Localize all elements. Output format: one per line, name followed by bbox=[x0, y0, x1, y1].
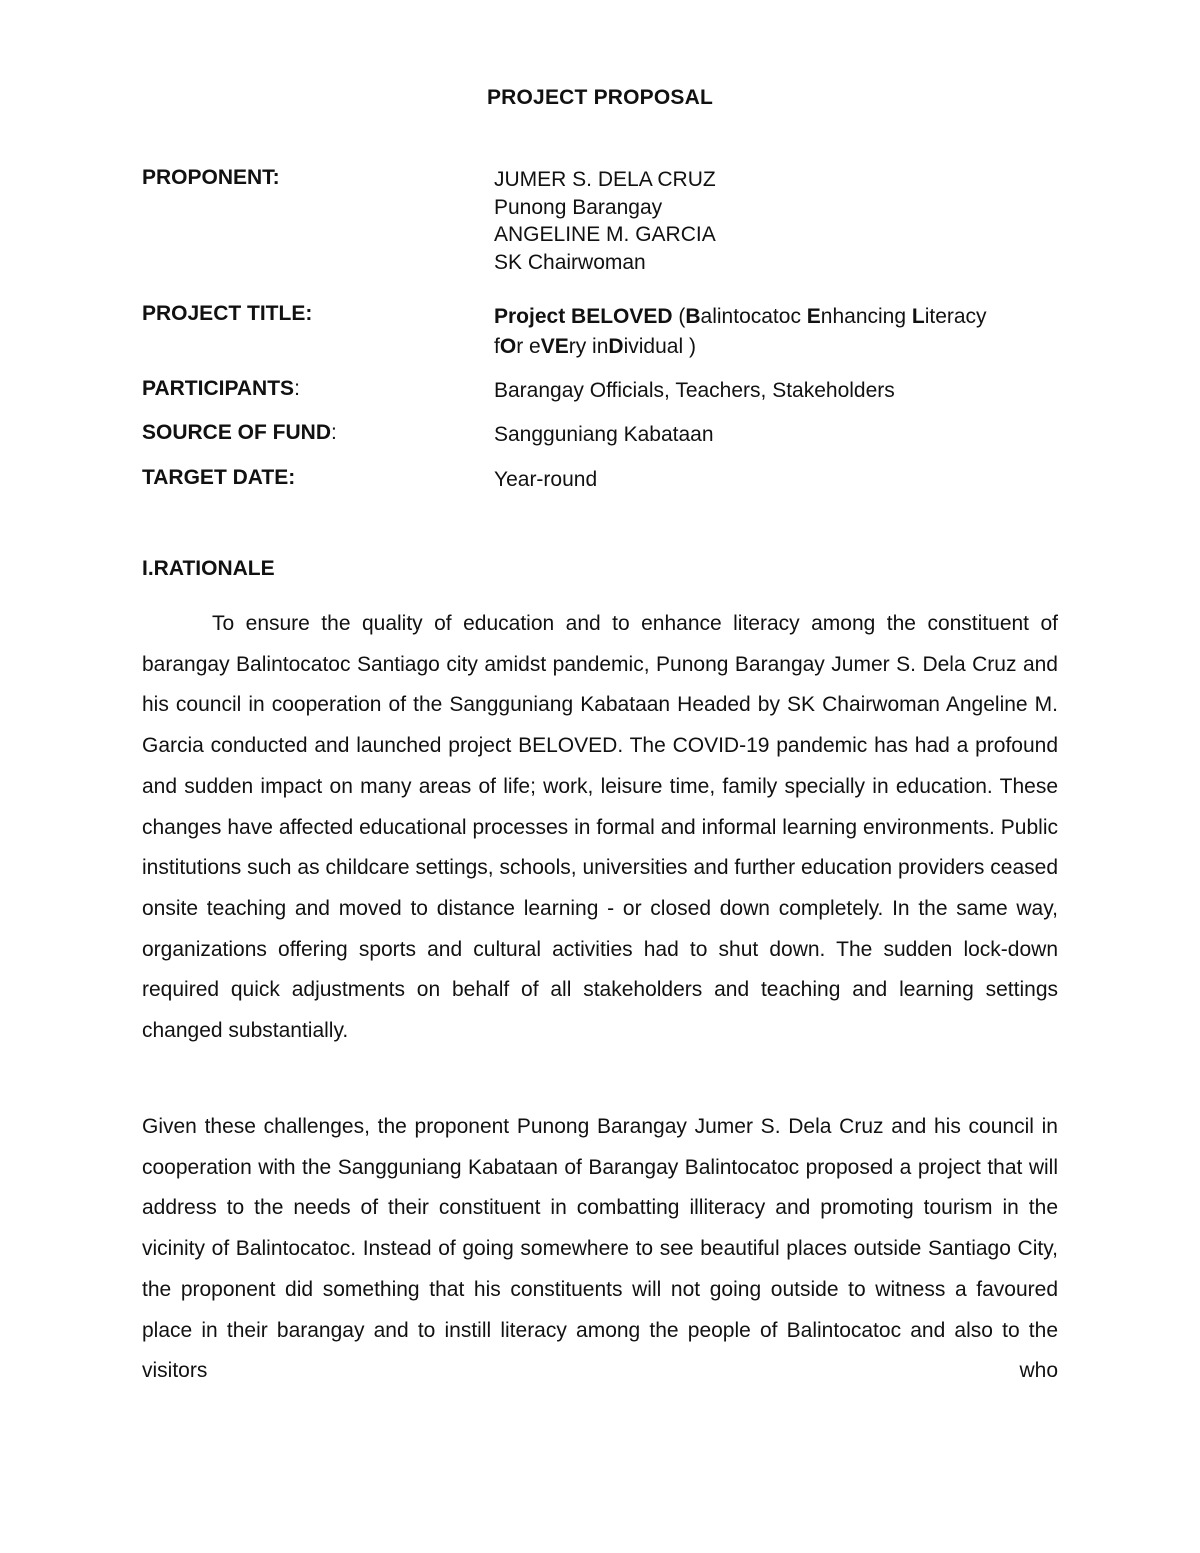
acronym-letter: D bbox=[608, 335, 624, 358]
project-title-label: PROJECT TITLE: bbox=[142, 302, 313, 325]
proponent-name-1: JUMER S. DELA CRUZ bbox=[494, 168, 716, 191]
acronym-letter: B bbox=[685, 305, 701, 328]
title-fragment: r e bbox=[516, 335, 541, 358]
rationale-paragraph-2: Given these challenges, the proponent Punong Barangay Jumer S. Dela Cruz and his council in cooperation with the Sangguniang Kabataan of Barangay Balintocatoc proposed a project that will address to the needs of their constituent in combatting illiteracy and promoting tourism in the vicinity of Balintocatoc. Instead of going somewhere to see beautiful places outside Santiago City, the proponent did something that his constituents will not going outside to witness a favoured place in their barangay and to instill literacy among the people of Balintocatoc and also to the visitors who bbox=[142, 1115, 1058, 1383]
proponent-role-2: SK Chairwoman bbox=[494, 250, 646, 274]
source-of-fund-label-text: SOURCE OF FUND bbox=[142, 421, 331, 444]
source-of-fund-colon: : bbox=[331, 421, 337, 444]
title-fragment: nhancing bbox=[820, 305, 912, 328]
project-title-line-2 bbox=[494, 332, 987, 362]
acronym-letter: L bbox=[911, 305, 925, 328]
acronym-letter: E bbox=[806, 305, 821, 328]
proponent-label: PROPONENT: bbox=[142, 166, 280, 189]
title-fragment: ( bbox=[672, 305, 686, 328]
acronym-letter: O bbox=[499, 335, 517, 358]
participants-label bbox=[142, 377, 300, 401]
title-fragment: ividual ) bbox=[623, 335, 696, 358]
source-of-fund-label bbox=[142, 421, 337, 445]
participants-label-text: PARTICIPANTS bbox=[142, 377, 295, 400]
participants-colon: : bbox=[294, 377, 300, 400]
project-title-line-1 bbox=[494, 302, 987, 332]
title-fragment: ry in bbox=[568, 335, 609, 358]
proponent-value bbox=[494, 166, 716, 276]
title-fragment: iteracy bbox=[924, 305, 987, 328]
title-fragment: alintocatoc bbox=[700, 305, 807, 328]
proponent-role-1: Punong Barangay bbox=[494, 195, 663, 219]
proponent-name-2: ANGELINE M. GARCIA bbox=[494, 223, 716, 246]
participants-value: Barangay Officials, Teachers, Stakeholders bbox=[494, 379, 895, 402]
title-fragment: f bbox=[494, 335, 500, 358]
target-date-label: TARGET DATE: bbox=[142, 466, 296, 489]
document-title: PROJECT PROPOSAL bbox=[486, 86, 714, 109]
project-name: Project BELOVED bbox=[494, 305, 673, 328]
rationale-heading: I.RATIONALE bbox=[142, 557, 275, 580]
acronym-letter: VE bbox=[540, 335, 569, 358]
source-of-fund-value: Sangguniang Kabataan bbox=[494, 423, 714, 446]
rationale-paragraph-1: To ensure the quality of education and to enhance literacy among the constituent of barangay Balintocatoc Santiago city amidst pandemic, Punong Barangay Jumer S. Dela Cruz and his council in cooperation of the Sangguniang Kabataan Headed by SK Chairwoman Angeline M. Garcia conducted and launched project BELOVED. The COVID-19 pandemic has had a profound and sudden impact on many areas of life; work, leisure time, family specially in education. These changes have affected educational processes in formal and informal learning environments. Public institutions such as childcare settings, schools, universities and further education providers ceased onsite teaching and moved to distance learning - or closed down completely. In the same way, organizations offering sports and cultural activities had to shut down. The sudden lock-down required quick adjustments on behalf of all stakeholders and teaching and learning settings changed substantially. bbox=[142, 612, 1058, 1043]
target-date-value: Year-round bbox=[494, 468, 598, 491]
project-title-value bbox=[494, 302, 987, 362]
